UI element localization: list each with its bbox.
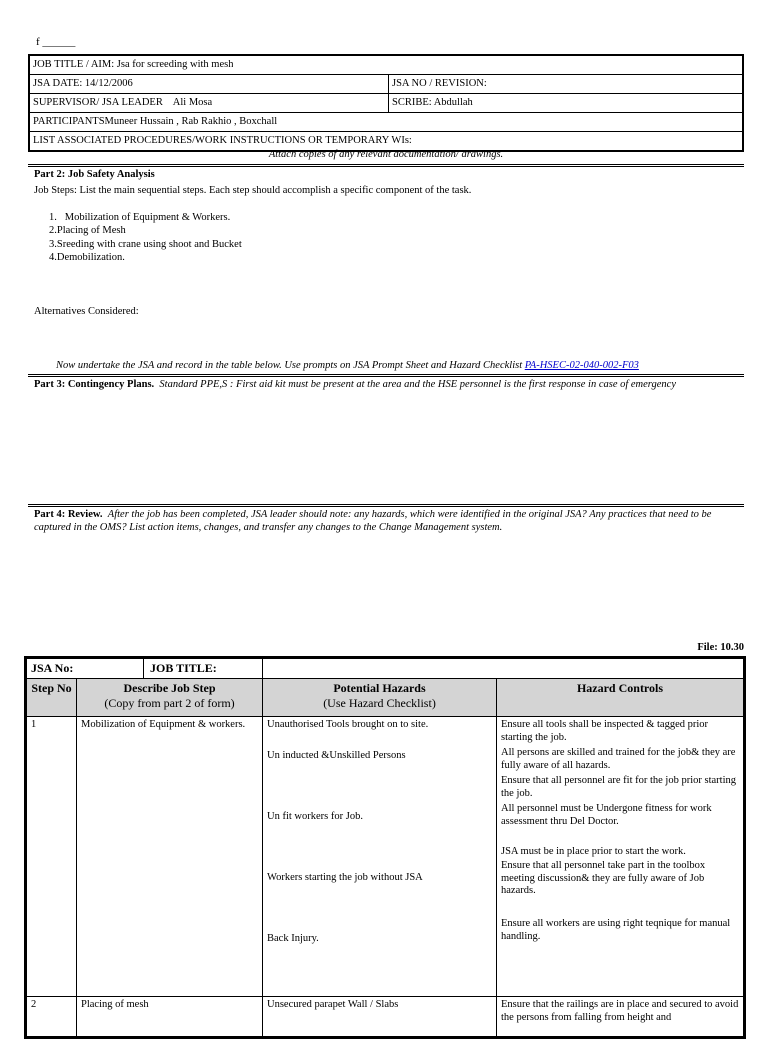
part3-block [34, 378, 734, 391]
hazard-item: Un fit workers for Job. [267, 811, 363, 822]
divider [28, 164, 744, 167]
hazard-checklist-link[interactable]: PA-HSEC-02-040-002-F03 [524, 360, 639, 371]
part2-step-2: 2.Placing of Mesh [49, 225, 126, 236]
control-item: All personnel must be Undergone fitness for work assessment thru Del Doctor. [501, 803, 712, 827]
hazard-item: Unauthorised Tools brought on to site. [267, 719, 429, 730]
divider [28, 374, 744, 377]
part2-title: Part 2: Job Safety Analysis [34, 169, 155, 180]
col-step-header: Step No [27, 679, 77, 717]
procedures-field: LIST ASSOCIATED PROCEDURES/WORK INSTRUCTIONS OR TEMPORARY WIs: [33, 135, 412, 146]
step-no: 2 [27, 997, 77, 1037]
control-item: Ensure that all personnel take part in the toolbox meeting discussion& they are fully aware of Job hazards. [501, 860, 706, 896]
hazard-item: Workers starting the job without JSA [267, 872, 423, 883]
control-item: JSA must be in place prior to start the work. [501, 846, 686, 857]
col-hazards-title: Potential Hazards [333, 681, 426, 695]
part3-title: Part 3: Contingency Plans. [34, 379, 155, 390]
step-no: 1 [27, 717, 77, 997]
supervisor-field: SUPERVISOR/ JSA LEADER Ali Mosa [30, 94, 389, 112]
scribe-field: SCRIBE: Abdullah [392, 97, 473, 108]
col-controls-header: Hazard Controls [497, 679, 744, 717]
part4-block [34, 508, 734, 534]
jsa-no-field: JSA NO / REVISION: [392, 78, 487, 89]
part2-intro: Job Steps: List the main sequential steps. Each step should accomplish a specific component of the task. [34, 185, 472, 196]
control-item: Ensure all tools shall be inspected & tagged prior starting the job. [501, 719, 709, 743]
jsa-table [24, 656, 746, 1039]
col-hazards-header [263, 679, 497, 717]
alternatives-label: Alternatives Considered: [34, 306, 139, 317]
file-label: File: 10.30 [697, 642, 744, 653]
hazard-item: Un inducted &Unskilled Persons [267, 750, 406, 761]
jsa-header-table [28, 54, 744, 152]
hazards-cell [263, 717, 497, 997]
job-title-field: JOB TITLE / AIM: Jsa for screeding with mesh [33, 59, 234, 70]
hazard-item: Unsecured parapet Wall / Slabs [263, 997, 497, 1037]
part2-step-3: 3.Sreeding with crane using shoot and Bucket [49, 239, 242, 250]
part2-step-1: 1. Mobilization of Equipment & Workers. [49, 212, 231, 223]
part2-step-4: 4.Demobilization. [49, 252, 125, 263]
step-description: Mobilization of Equipment & workers. [77, 717, 263, 997]
control-item: All persons are skilled and trained for the job& they are fully aware of all hazards. [501, 747, 736, 771]
part4-title: Part 4: Review. [34, 509, 103, 520]
col-hazards-sub: (Use Hazard Checklist) [323, 696, 436, 710]
control-item: Ensure that the railings are in place and secured to avoid the persons from falling from height and [497, 997, 744, 1037]
table-row [27, 997, 744, 1037]
controls-cell [497, 717, 744, 997]
step-description: Placing of mesh [77, 997, 263, 1037]
undertake-text: Now undertake the JSA and record in the table below. Use prompts on JSA Prompt Sheet and Hazard Checklist [56, 360, 525, 371]
divider [28, 504, 744, 507]
col-describe-sub: (Copy from part 2 of form) [104, 696, 235, 710]
job-title-label: JOB TITLE: [150, 661, 217, 675]
table-row [27, 717, 744, 997]
part3-text: Standard PPE,S : First aid kit must be present at the area and the HSE personnel is the first response in case of emergency [159, 379, 676, 390]
col-describe-header [77, 679, 263, 717]
attach-note: Attach copies of any relevant documentation/ drawings. [268, 149, 504, 160]
hazard-item: Back Injury. [267, 933, 319, 944]
participants-field: PARTICIPANTSMuneer Hussain , Rab Rakhio , Boxchall [33, 116, 278, 127]
part4-text: After the job has been completed, JSA leader should note: any hazards, which were identified in the original JSA? Any practices that need to be captured in the OMS? List action items, changes, and transfer any changes to the Change Management system. [34, 509, 712, 533]
control-item: Ensure that all personnel are fit for the job prior starting the job. [501, 775, 737, 799]
jsa-date-field: JSA DATE: 14/12/2006 [30, 75, 389, 93]
col-describe-title: Describe Job Step [123, 681, 216, 695]
top-mark: f ______ [36, 36, 76, 48]
control-item: Ensure all workers are using right teqnique for manual handling. [501, 918, 731, 942]
undertake-line [56, 360, 639, 371]
jsa-no-label: JSA No: [27, 659, 144, 678]
